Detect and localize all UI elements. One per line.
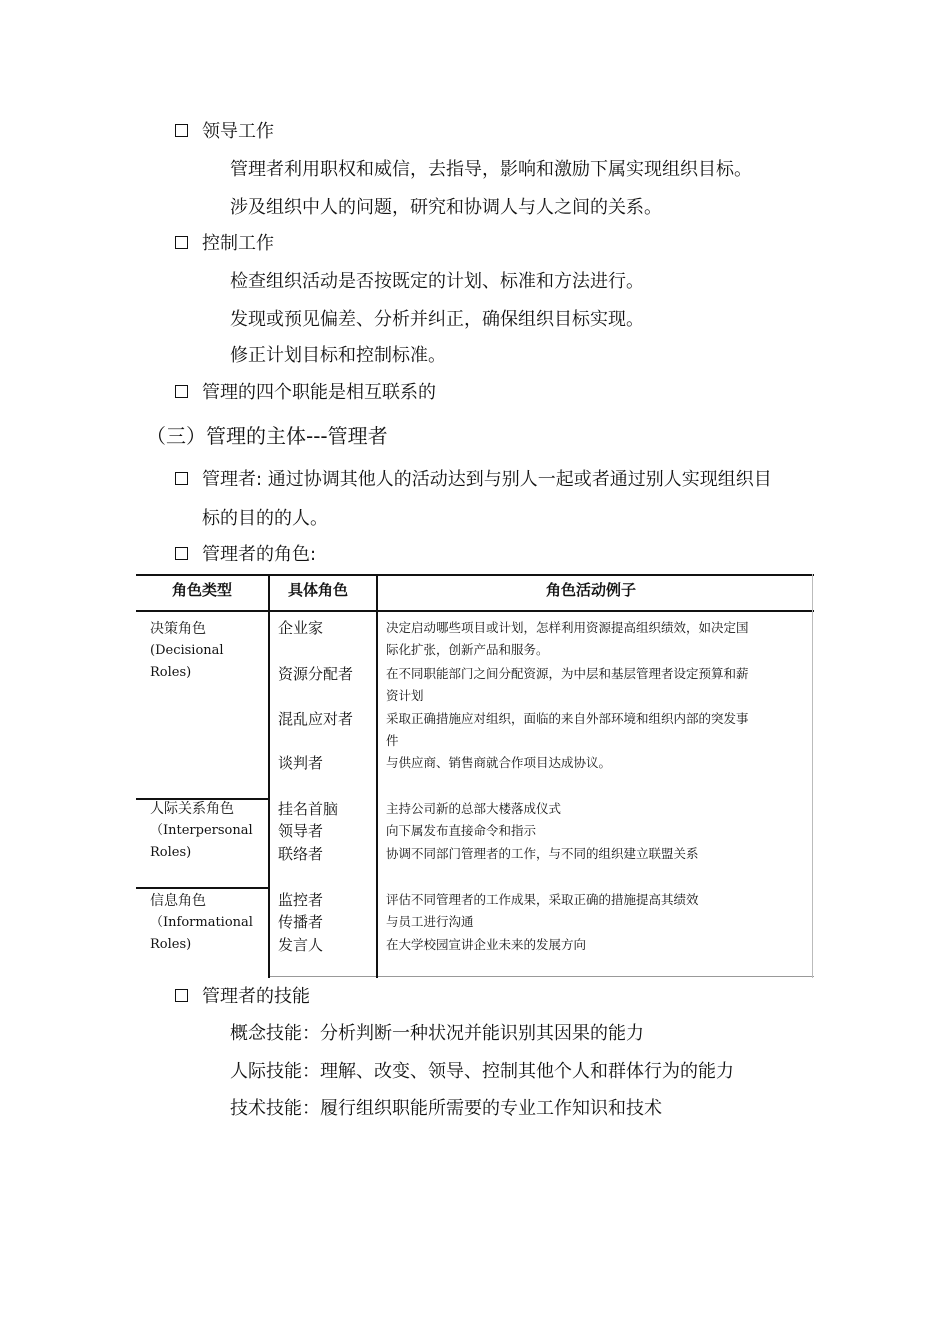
manager-def-line-2: 标的目的的人。 xyxy=(202,508,328,529)
col-divider-2 xyxy=(376,574,378,978)
bullet-manager-def xyxy=(175,468,772,492)
bullet-roles xyxy=(175,543,316,567)
category-name: 决策角色 xyxy=(150,621,206,637)
table-border-top xyxy=(136,574,814,576)
category-en: Roles) xyxy=(150,937,192,952)
activity-line: 采取正确措施应对组织，面临的来自外部环境和组织内部的突发事 xyxy=(386,711,749,726)
category-name: 信息角色 xyxy=(150,893,206,909)
checkbox-square-icon xyxy=(175,989,188,1002)
activity-disseminator xyxy=(386,911,816,933)
role-figurehead: 挂名首脑 xyxy=(278,800,339,818)
activity-monitor xyxy=(386,889,816,911)
role-negotiator: 谈判者 xyxy=(278,754,324,772)
category-informational xyxy=(150,890,253,956)
leading-line-2: 涉及组织中人的问题，研究和协调人与人之间的关系。 xyxy=(230,197,662,218)
category-en: Roles) xyxy=(150,845,192,860)
activity-figurehead xyxy=(386,798,816,820)
bullet-controlling xyxy=(175,232,274,256)
controlling-title: 控制工作 xyxy=(202,233,274,254)
bullet-four-functions xyxy=(175,381,436,405)
activity-entrepreneur xyxy=(386,617,816,661)
checkbox-square-icon xyxy=(175,547,188,560)
activity-line: 件 xyxy=(386,733,399,748)
header-activity-example: 角色活动例子 xyxy=(546,581,637,599)
activity-line: 在不同职能部门之间分配资源，为中层和基层管理者设定预算和薪 xyxy=(386,666,749,681)
activity-spokesperson xyxy=(386,934,816,956)
activity-line: 主持公司新的总部大楼落成仪式 xyxy=(386,801,562,816)
activity-line: 与员工进行沟通 xyxy=(386,914,474,929)
checkbox-square-icon xyxy=(175,385,188,398)
activity-resource-allocator xyxy=(386,663,816,707)
activity-line: 际化扩张，创新产品和服务。 xyxy=(386,642,549,657)
category-en: （Informational xyxy=(150,915,253,930)
group-divider-2 xyxy=(136,887,268,889)
checkbox-square-icon xyxy=(175,236,188,249)
activity-line: 评估不同管理者的工作成果，采取正确的措施提高其绩效 xyxy=(386,892,699,907)
category-decisional xyxy=(150,618,224,684)
table-border-bottom xyxy=(268,976,814,977)
role-disseminator: 传播者 xyxy=(278,913,324,931)
activity-liaison xyxy=(386,843,816,865)
col-divider-1 xyxy=(268,574,270,978)
table-header-divider xyxy=(136,610,814,612)
bullet-skills xyxy=(175,985,310,1009)
category-en: (Decisional xyxy=(150,643,224,658)
activity-line: 决定启动哪些项目或计划，怎样利用资源提高组织绩效，如决定国 xyxy=(386,620,749,635)
bullet-leading xyxy=(175,120,274,144)
role-entrepreneur: 企业家 xyxy=(278,619,324,637)
header-role-type: 角色类型 xyxy=(172,581,233,599)
checkbox-square-icon xyxy=(175,124,188,137)
role-spokesperson: 发言人 xyxy=(278,936,324,954)
role-monitor: 监控者 xyxy=(278,891,324,909)
controlling-line-1: 检查组织活动是否按既定的计划、标准和方法进行。 xyxy=(230,271,644,292)
activity-disturbance-handler xyxy=(386,708,816,752)
manager-def-line-1: 管理者: 通过协调其他人的活动达到与别人一起或者通过别人实现组织目 xyxy=(202,469,772,490)
skill-conceptual: 概念技能：分析判断一种状况并能识别其因果的能力 xyxy=(230,1023,644,1044)
four-functions-text: 管理的四个职能是相互联系的 xyxy=(202,382,436,403)
leading-line-1: 管理者利用职权和威信，去指导，影响和激励下属实现组织目标。 xyxy=(230,159,752,180)
activity-line: 与供应商、销售商就合作项目达成协议。 xyxy=(386,755,612,770)
activity-line: 在大学校园宣讲企业未来的发展方向 xyxy=(386,937,587,952)
role-resource-allocator: 资源分配者 xyxy=(278,665,354,683)
activity-line: 向下属发布直接命令和指示 xyxy=(386,823,537,838)
section-heading: （三）管理的主体---管理者 xyxy=(146,424,388,448)
category-en: （Interpersonal xyxy=(150,823,253,838)
controlling-line-3: 修正计划目标和控制标准。 xyxy=(230,345,446,366)
role-disturbance-handler: 混乱应对者 xyxy=(278,710,354,728)
category-name: 人际关系角色 xyxy=(150,801,234,817)
role-leader: 领导者 xyxy=(278,822,324,840)
checkbox-square-icon xyxy=(175,472,188,485)
roles-table xyxy=(136,574,814,978)
controlling-line-2: 发现或预见偏差、分析并纠正，确保组织目标实现。 xyxy=(230,309,644,330)
skill-technical: 技术技能：履行组织职能所需要的专业工作知识和技术 xyxy=(230,1098,662,1119)
activity-line: 资计划 xyxy=(386,688,424,703)
roles-title: 管理者的角色: xyxy=(202,544,317,565)
activity-line: 协调不同部门管理者的工作，与不同的组织建立联盟关系 xyxy=(386,846,699,861)
activity-leader xyxy=(386,820,816,842)
leading-title: 领导工作 xyxy=(202,121,274,142)
activity-negotiator xyxy=(386,752,816,774)
skills-title: 管理者的技能 xyxy=(202,986,310,1007)
role-liaison: 联络者 xyxy=(278,845,324,863)
category-interpersonal xyxy=(150,798,253,864)
header-specific-role: 具体角色 xyxy=(288,581,349,599)
skill-interpersonal: 人际技能：理解、改变、领导、控制其他个人和群体行为的能力 xyxy=(230,1061,734,1082)
category-en: Roles) xyxy=(150,665,192,680)
